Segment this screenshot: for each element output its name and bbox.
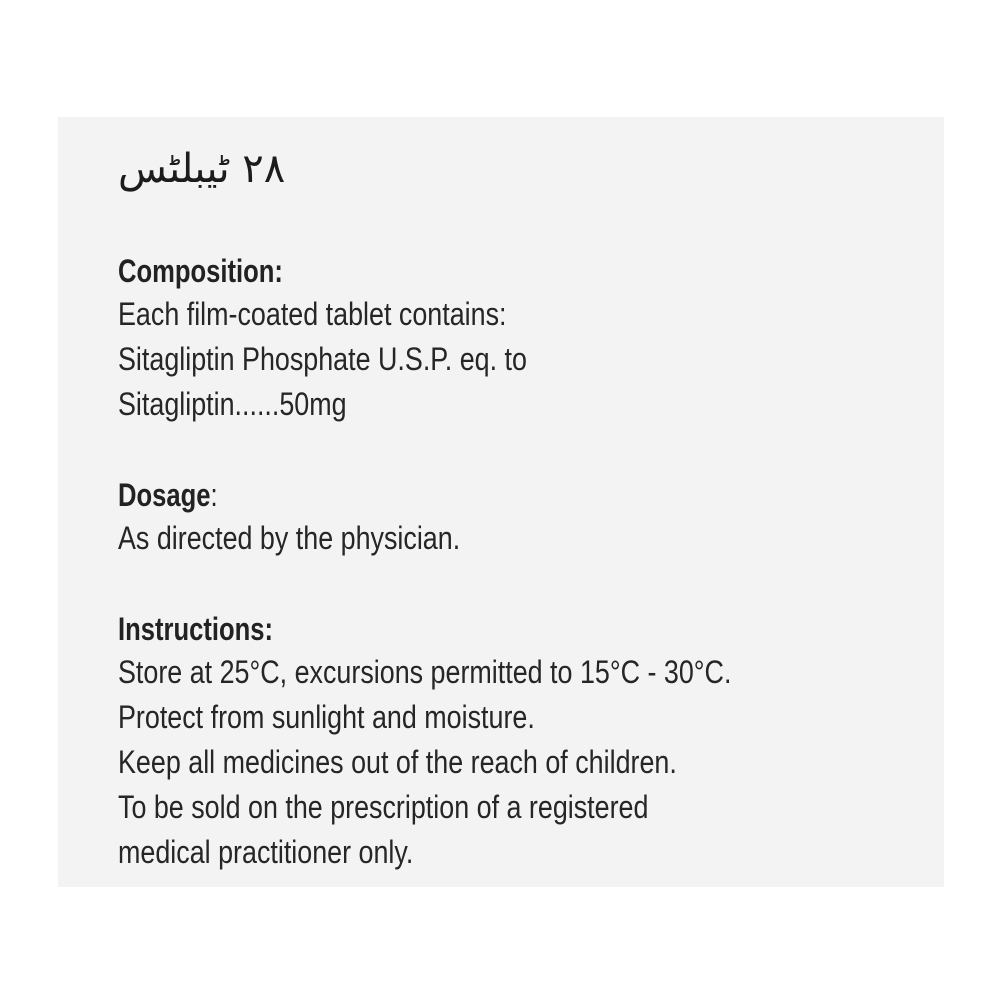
label-panel	[58, 117, 944, 887]
instructions-line: Protect from sunlight and moisture.	[118, 699, 535, 735]
dosage-section	[118, 474, 525, 561]
instructions-section	[118, 608, 848, 875]
composition-heading: Composition:	[118, 253, 283, 289]
dosage-heading	[118, 474, 444, 516]
dosage-line: As directed by the physician.	[118, 520, 461, 556]
composition-line: Sitagliptin Phosphate U.S.P. eq. to	[118, 341, 527, 377]
instructions-line: medical practitioner only.	[118, 834, 414, 870]
instructions-line: To be sold on the prescription of a registered	[118, 789, 649, 825]
composition-line: Sitagliptin......50mg	[118, 386, 347, 422]
dosage-heading-text: Dosage	[118, 477, 211, 513]
composition-section	[118, 250, 605, 427]
dosage-heading-colon: :	[210, 477, 218, 513]
composition-line: Each film-coated tablet contains:	[118, 296, 507, 332]
instructions-line: Keep all medicines out of the reach of children.	[118, 744, 677, 780]
instructions-heading: Instructions:	[118, 611, 274, 647]
instructions-line: Store at 25°C, excursions permitted to 15°C - 30°C.	[118, 654, 732, 690]
tablet-count-urdu: ٢٨ ٹیبلٹس	[118, 146, 286, 192]
